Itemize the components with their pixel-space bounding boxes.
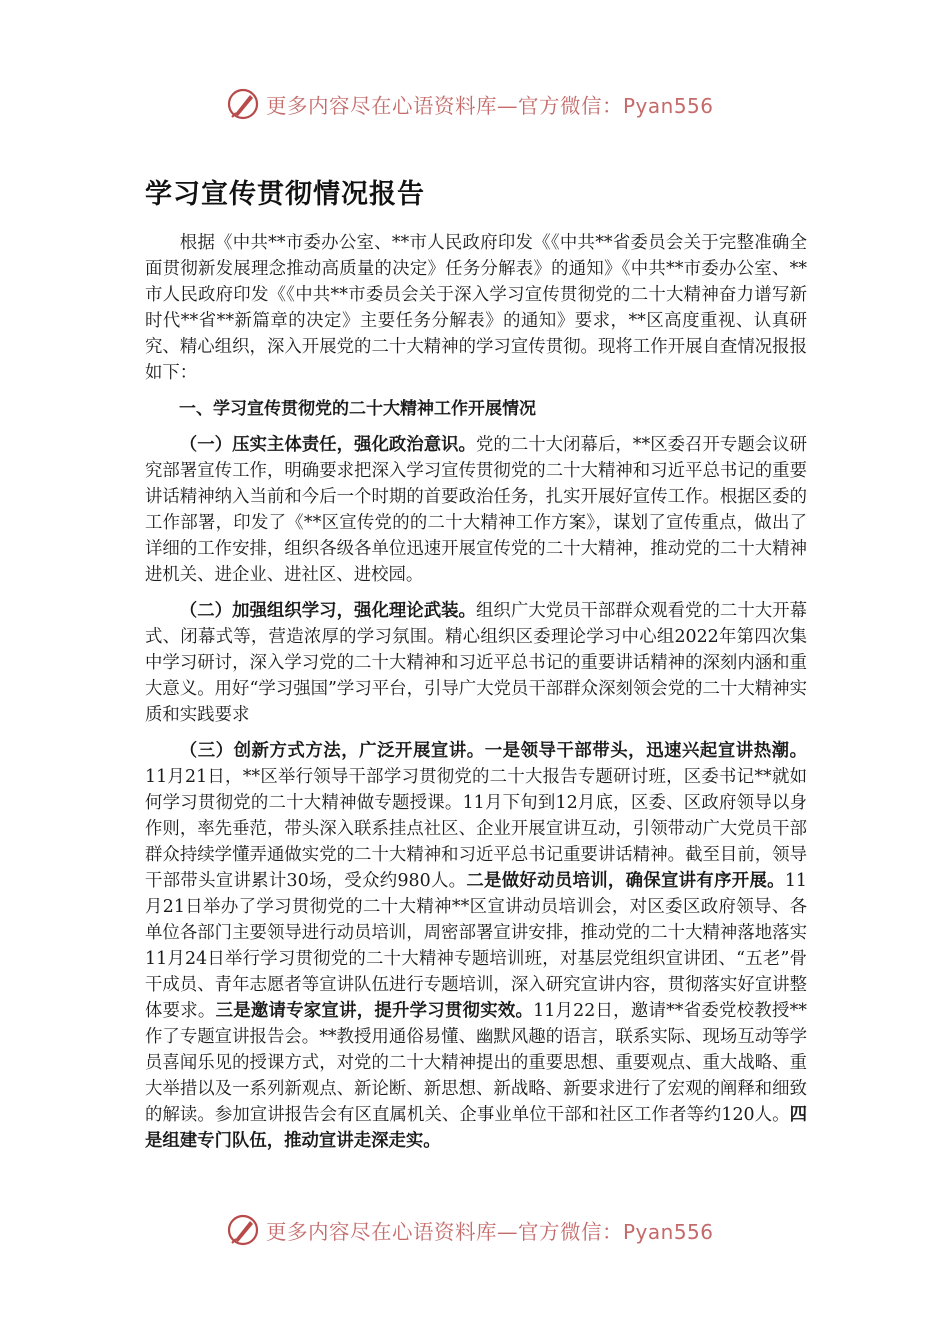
item-3-paragraph: （三）创新方式方法，广泛开展宣讲。一是领导干部带头，迅速兴起宣讲热潮。11月21日，**区举行领导干部学习贯彻党的二十大报告专题研讨班，区委书记**就如何学习贯彻党的二十大精神做专题授课。11月下旬到12月底，区委、区政府领导以身作则，率先垂范，带头深入联系挂点社区、企业开展宣讲互动，引领带动广大党员干部群众持续学懂弄通做实党的二十大精神和习近平总书记重要讲话精神。截至目前，领导干部带头宣讲累计30场，受众约980人。二是做好动员培训，确保宣讲有序开展。11月21日举办了学习贯彻党的二十大精神**区宣讲动员培训会，对区委区政府领导、各单位各部门主要领导进行动员培训，周密部署宣讲安排，推动党的二十大精神落地落实11月24日举行学习贯彻党的二十大精神专题培训班，对基层党组织宣讲团、“五老”骨干成员、青年志愿者等宣讲队伍进行专题培训，深入研究宣讲内容，贯彻落实好宣讲整体要求。三是邀请专家宣讲，提升学习贯彻实效。11月22日，邀请**省委党校教授**作了专题宣讲报告会。**教授用通俗易懂、幽默风趣的语言，联系实际、现场互动等学员喜闻乐见的授课方式，对党的二十大精神提出的重要思想、重要观点、重大战略、重大举措以及一系列新观点、新论断、新思想、新战略、新要求进行了宏观的阐释和细致的解读。参加宣讲报告会有区直属机关、企事业单位干部和社区工作者等约120人。四是组建专门队伍，推动宣讲走深走实。	[145, 741, 807, 1151]
item-3-sub2-head: 二是做好动员培训，确保宣讲有序开展。	[466, 871, 785, 891]
item-1-paragraph: （一）压实主体责任，强化政治意识。党的二十大闭幕后，**区委召开专题会议研究部署宣传工作，明确要求把深入学习宣传贯彻党的二十大精神和习近平总书记的重要讲话精神纳入当前和今后一个时期的首要政治任务，扎实开展好宣传工作。根据区委的工作部署，印发了《**区宣传党的的二十大精神工作方案》，谋划了宣传重点，做出了详细的工作安排，组织各级各单位迅速开展宣传党的二十大精神，推动党的二十大精神进机关、进企业、进社区、进校园。	[145, 435, 807, 585]
item-3-sub3-head: 三是邀请专家宣讲，提升学习贯彻实效。	[215, 1001, 534, 1021]
item-1-lead: （一）压实主体责任，强化政治意识。	[179, 435, 476, 455]
intro-paragraph: 根据《中共**市委办公室、**市人民政府印发《《中共**省委员会关于完整准确全面贯彻新发展理念推动高质量的决定》任务分解表》的通知》《中共**市委办公室、**市人民政府印发《《中共**市委员会关于深入学习宣传贯彻党的二十大精神奋力谱写新时代**省**新篇章的决定》主要任务分解表》的通知》要求，**区高度重视、认真研究、精心组织，深入开展党的二十大精神的学习宣传贯彻。现将工作开展自查情况报报如下：	[145, 233, 807, 383]
banner-text: 更多内容尽在心语资料库—官方微信：Pyan556	[266, 1220, 714, 1244]
item-3-lead: （三）创新方式方法，广泛开展宣讲。	[179, 741, 485, 761]
quill-pen-logo-icon	[226, 1213, 260, 1247]
document-body	[145, 230, 807, 1164]
item-3-sub4-head: 四是组建专门队伍，推动宣讲走深走实。	[145, 1105, 807, 1151]
item-3-sub1-head: 一是领导干部带头，迅速兴起宣讲热潮。	[484, 741, 807, 761]
footer-banner	[226, 1210, 726, 1250]
banner-text: 更多内容尽在心语资料库—官方微信：Pyan556	[266, 94, 714, 118]
header-banner	[226, 84, 726, 124]
page-title: 学习宣传贯彻情况报告	[145, 179, 425, 210]
item-2-lead: （二）加强组织学习，强化理论武装。	[179, 601, 476, 621]
item-2-paragraph: （二）加强组织学习，强化理论武装。组织广大党员干部群众观看党的二十大开幕式、闭幕式等，营造浓厚的学习氛围。精心组织区委理论学习中心组2022年第四次集中学习研讨，深入学习党的二十大精神和习近平总书记的重要讲话精神的深刻内涵和重大意义。用好“学习强国”学习平台，引导广大党员干部群众深刻领会党的二十大精神实质和实践要求	[145, 601, 807, 725]
quill-pen-logo-icon	[226, 87, 260, 121]
section-heading: 一、学习宣传贯彻党的二十大精神工作开展情况	[179, 399, 536, 419]
